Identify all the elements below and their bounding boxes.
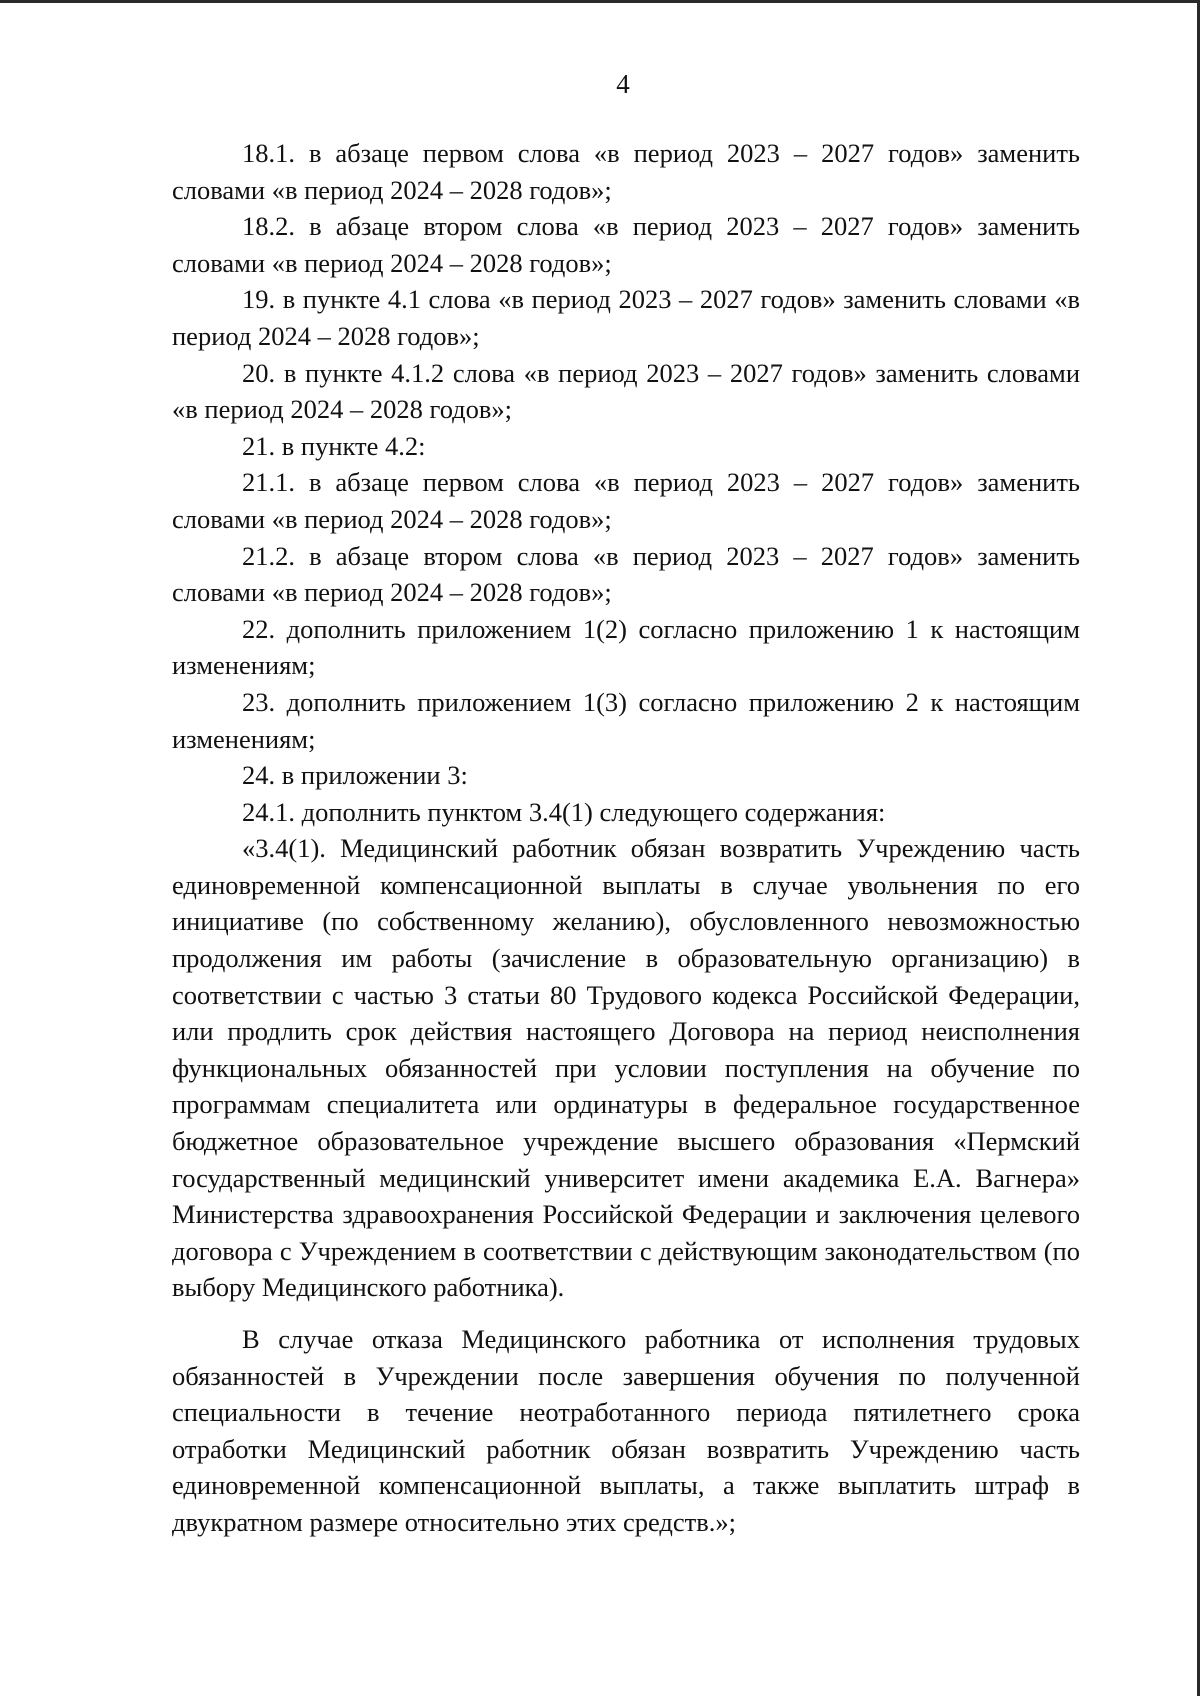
paragraph-19: 19. в пункте 4.1 слова «в период 2023 – 2027 годов» заменить словами «в период 2024 – 2028 годов»; bbox=[172, 284, 1080, 351]
paragraph-21-2: 21.2. в абзаце втором слова «в период 2023 – 2027 годов» заменить словами «в период 2024 – 2028 годов»; bbox=[172, 540, 1080, 608]
paragraph-refusal-case: В случае отказа Медицинского работника от исполнения трудовых обязанностей в Учреждении после завершения обучения по полученной специальности в течение неотработанного периода пятилетнего срока отработки Медицинский работник обязан возвратить Учреждению часть единовременной компенсационной выплаты, а также выплатить штраф в двукратном размере относительно этих средств.»; bbox=[172, 1324, 1080, 1537]
paragraph-24: 24. в приложении 3: bbox=[242, 760, 468, 791]
paragraph-18-2: 18.2. в абзаце втором слова «в период 2023 – 2027 годов» заменить словами «в период 2024 – 2028 годов»; bbox=[172, 211, 1080, 278]
page-number: 4 bbox=[616, 69, 630, 99]
paragraph-quoted-3-4-1: «3.4(1). Медицинский работник обязан возвратить Учреждению часть единовременной компенсационной выплаты в случае увольнения по его инициативе (по собственному желанию), обусловленного невозможностью продолжения им работы (зачисление в образовательную организацию) в соответствии с частью 3 статьи 80 Трудового кодекса Российской Федерации, или продлить срок действия настоящего Договора на период неисполнения функциональных обязанностей при условии поступления на обучение по программам специалитета или ординатуры в федеральное государственное бюджетное образовательное учреждение высшего образования «Пермский государственный медицинский университет имени академика Е.А. Вагнера» Министерства здравоохранения Российской Федерации и заключения целевого договора с Учреждением в соответствии с действующим законодательством (по выбору Медицинского работника). bbox=[172, 833, 1080, 1303]
document-body bbox=[172, 135, 1080, 1541]
paragraph-23: 23. дополнить приложением 1(3) согласно приложению 2 к настоящим изменениям; bbox=[172, 686, 1080, 754]
paragraph-18-1: 18.1. в абзаце первом слова «в период 2023 – 2027 годов» заменить словами «в период 2024 – 2028 годов»; bbox=[172, 138, 1080, 205]
paragraph-22: 22. дополнить приложением 1(2) согласно приложению 1 к настоящим изменениям; bbox=[172, 613, 1080, 681]
paragraph-20: 20. в пункте 4.1.2 слова «в период 2023 – 2027 годов» заменить словами «в период 2024 – 2028 годов»; bbox=[172, 357, 1080, 425]
paragraph-24-1: 24.1. дополнить пунктом 3.4(1) следующего содержания: bbox=[242, 796, 886, 827]
scan-edge-top bbox=[0, 0, 1200, 3]
paragraph-21: 21. в пункте 4.2: bbox=[242, 430, 426, 461]
paragraph-21-1: 21.1. в абзаце первом слова «в период 2023 – 2027 годов» заменить словами «в период 2024 – 2028 годов»; bbox=[172, 467, 1080, 534]
